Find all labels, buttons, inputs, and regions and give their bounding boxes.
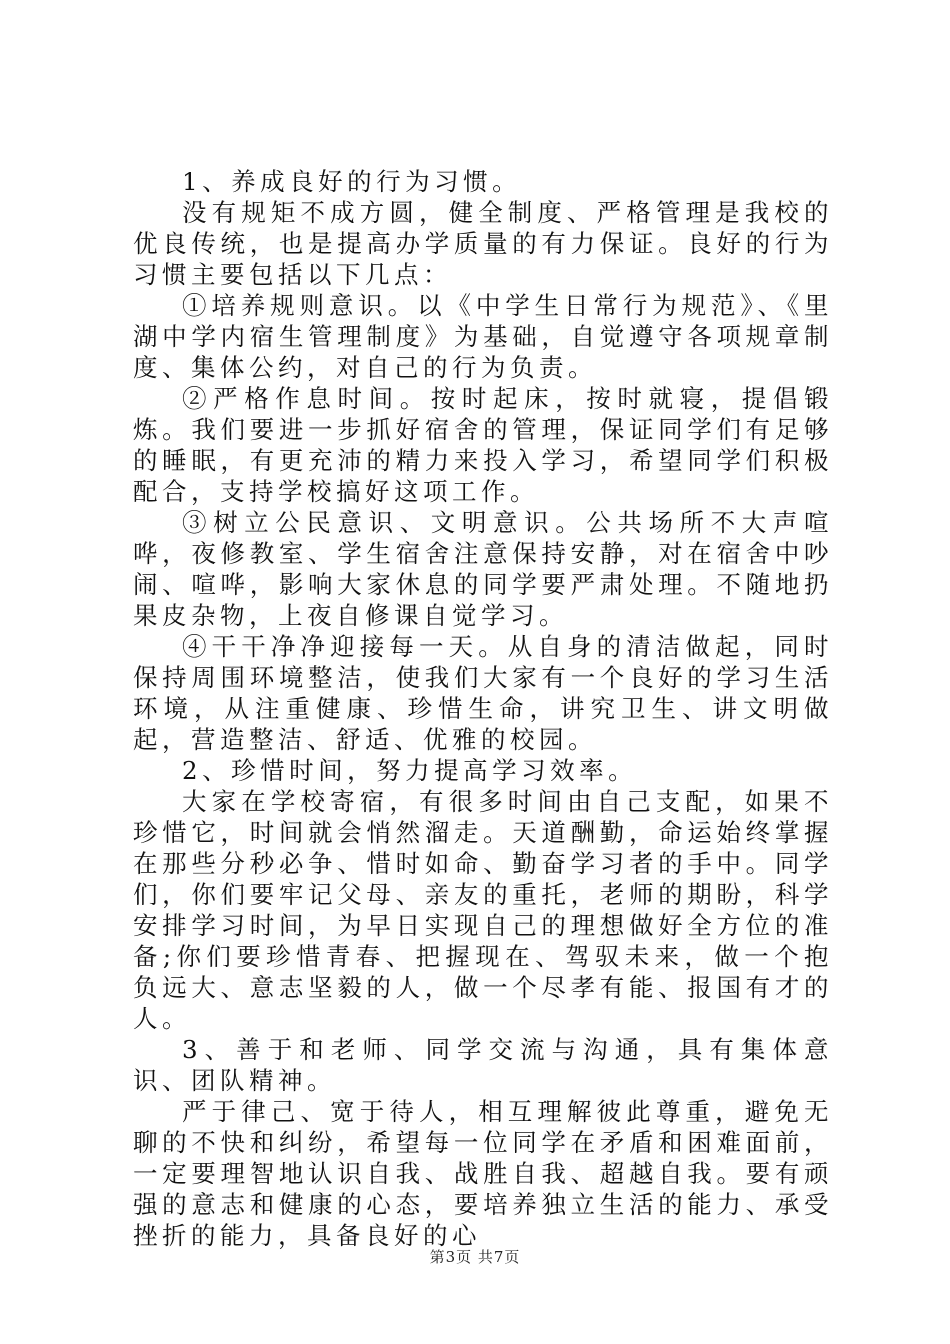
list-item-schedule: ②严格作息时间。按时起床，按时就寝，提倡锻炼。我们要进一步抓好宿舍的管理，保证同学们有足够的睡眠，有更充沛的精力来投入学习，希望同学们积极配合，支持学校搞好这项工作。 <box>133 384 833 506</box>
paragraph-communication: 严于律己、宽于待人，相互理解彼此尊重，避免无聊的不快和纠纷，希望每一位同学在矛盾和困难面前，一定要理智地认识自我、战胜自我、超越自我。要有顽强的意志和健康的心态，要培养独立生活的能力、承受挫折的能力，具备良好的心 <box>133 1097 833 1250</box>
document-body <box>133 166 833 1251</box>
list-item-rule-awareness: ①培养规则意识。以《中学生日常行为规范》、《里湖中学内宿生管理制度》为基础，自觉遵守各项规章制度、集体公约，对自己的行为负责。 <box>133 291 833 382</box>
list-item-cleanliness: ④干干净净迎接每一天。从自身的清洁做起，同时保持周围环境整洁，使我们大家有一个良好的学习生活环境，从注重健康、珍惜生命，讲究卫生、讲文明做起，营造整洁、舒适、优雅的校园。 <box>133 632 833 754</box>
heading-communication: 3、善于和老师、同学交流与沟通，具有集体意识、团队精神。 <box>133 1035 833 1095</box>
heading-habits: 1、养成良好的行为习惯。 <box>182 167 522 196</box>
paragraph-rules-intro: 没有规矩不成方圆，健全制度、严格管理是我校的优良传统，也是提高办学质量的有力保证。良好的行为习惯主要包括以下几点： <box>133 198 833 289</box>
page-number-footer: 第3页 共7页 <box>429 1248 521 1266</box>
heading-time: 2、珍惜时间，努力提高学习效率。 <box>182 756 638 785</box>
list-item-civic-awareness: ③树立公民意识、文明意识。公共场所不大声喧哗，夜修教室、学生宿舍注意保持安静，对在宿舍中吵闹、喧哗，影响大家休息的同学要严肃处理。不随地扔果皮杂物，上夜自修课自觉学习。 <box>133 508 833 630</box>
paragraph-time: 大家在学校寄宿，有很多时间由自己支配，如果不珍惜它，时间就会悄然溜走。天道酬勤，命运始终掌握在那些分秒必争、惜时如命、勤奋学习者的手中。同学们，你们要牢记父母、亲友的重托，老师的期盼，科学安排学习时间，为早日实现自己的理想做好全方位的准备;你们要珍惜青春、把握现在、驾驭未来，做一个抱负远大、意志坚毅的人，做一个尽孝有能、报国有才的人。 <box>133 787 833 1033</box>
